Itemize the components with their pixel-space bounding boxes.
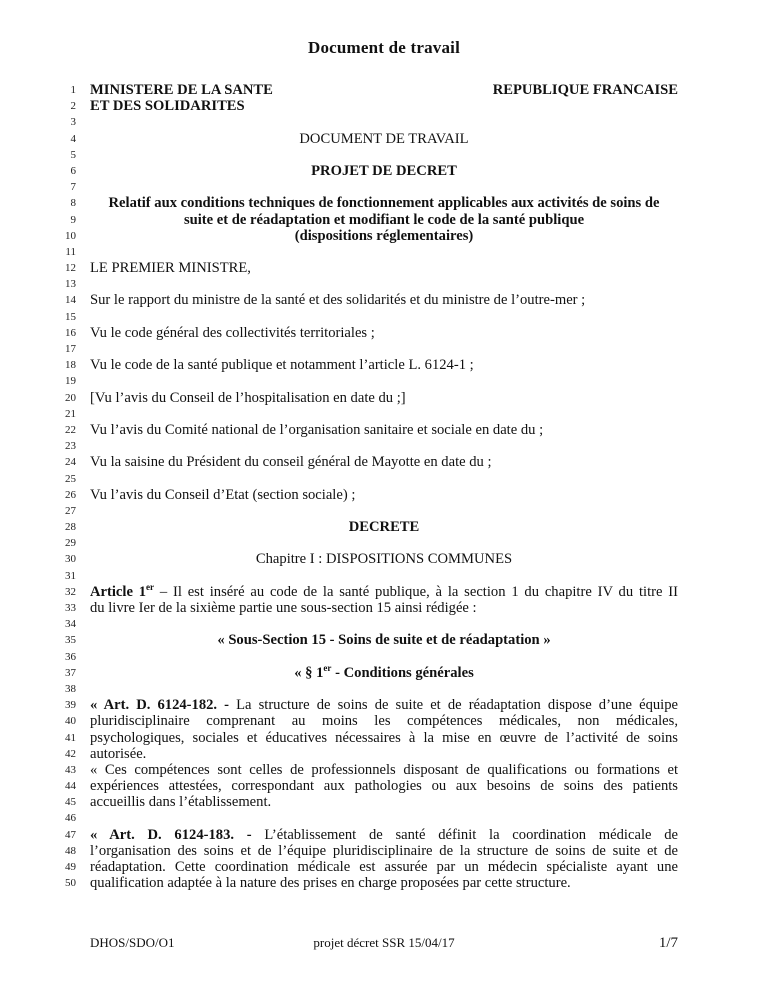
line-text bbox=[90, 292, 678, 308]
line-text bbox=[90, 260, 678, 276]
line-number: 24 bbox=[65, 456, 76, 469]
line-number: 38 bbox=[65, 682, 76, 695]
document-line bbox=[0, 875, 768, 891]
line-text bbox=[90, 875, 678, 891]
line-text bbox=[90, 228, 678, 244]
text-segment: pluridisciplinaire comprenant au moins les compétences médicales, non médicales, bbox=[90, 713, 678, 730]
line-number: 49 bbox=[65, 861, 76, 873]
text-segment: qualification adaptée à la nature des prises en charge proposées par cette structure. bbox=[90, 875, 571, 892]
line-number: 27 bbox=[65, 504, 76, 517]
line-number: 32 bbox=[65, 585, 76, 598]
text-segment: - Conditions générales bbox=[331, 664, 474, 681]
text-segment: er bbox=[146, 581, 155, 592]
document-line bbox=[0, 810, 768, 826]
document-line bbox=[0, 794, 768, 810]
document-line bbox=[0, 649, 768, 665]
line-number: 13 bbox=[65, 278, 76, 291]
line-number: 42 bbox=[65, 747, 76, 760]
line-text bbox=[90, 713, 678, 729]
footer-page-number: 1/7 bbox=[658, 935, 678, 951]
text-segment: (dispositions réglementaires) bbox=[294, 227, 474, 244]
line-number: 17 bbox=[65, 343, 76, 355]
document-line bbox=[0, 82, 768, 98]
document-line bbox=[0, 98, 768, 114]
line-text bbox=[90, 438, 678, 454]
line-number: 21 bbox=[65, 407, 76, 420]
document-line bbox=[0, 260, 768, 276]
line-number: 15 bbox=[65, 310, 76, 323]
line-text bbox=[90, 309, 678, 325]
line-number: 26 bbox=[65, 488, 76, 501]
text-segment: ET DES SOLIDARITES bbox=[90, 98, 245, 115]
line-text bbox=[90, 762, 678, 778]
line-text bbox=[90, 373, 678, 389]
line-number: 20 bbox=[65, 391, 76, 404]
text-segment: « § 1 bbox=[294, 664, 324, 681]
line-text bbox=[90, 551, 678, 567]
text-segment: Vu la saisine du Président du conseil général de Mayotte en date du ; bbox=[90, 454, 492, 471]
line-text bbox=[90, 681, 678, 697]
text-segment: suite et de réadaptation et modifiant le code de la santé publique bbox=[183, 211, 585, 228]
document-line bbox=[0, 535, 768, 551]
text-segment: Vu le code général des collectivités territoriales ; bbox=[90, 324, 375, 341]
line-text bbox=[90, 179, 678, 195]
document-line bbox=[0, 341, 768, 357]
line-number: 12 bbox=[65, 262, 76, 275]
document-line bbox=[0, 859, 768, 875]
line-number: 18 bbox=[65, 359, 76, 372]
text-segment: Article 1 bbox=[90, 583, 147, 600]
document-line bbox=[0, 662, 768, 681]
line-number: 4 bbox=[70, 132, 76, 145]
line-text bbox=[90, 843, 678, 859]
line-number: 50 bbox=[65, 877, 76, 890]
document-line bbox=[0, 487, 768, 503]
line-text bbox=[90, 195, 678, 211]
text-segment: l’organisation des soins et de l’équipe pluridisciplinaire de la structure de soins de suite et de bbox=[90, 842, 678, 859]
document-line bbox=[0, 179, 768, 195]
line-text bbox=[90, 632, 678, 648]
document-line bbox=[0, 746, 768, 762]
line-text bbox=[90, 163, 678, 179]
text-segment: Chapitre I : DISPOSITIONS COMMUNES bbox=[255, 551, 513, 568]
line-text bbox=[90, 406, 678, 422]
line-number: 25 bbox=[65, 472, 76, 485]
line-number: 7 bbox=[70, 181, 76, 194]
line-number: 48 bbox=[65, 844, 76, 857]
line-text bbox=[90, 827, 678, 843]
line-number: 22 bbox=[65, 423, 76, 436]
line-number: 43 bbox=[65, 763, 76, 776]
text-segment: MINISTERE DE LA SANTE bbox=[90, 82, 273, 98]
footer-reference: DHOS/SDO/O1 bbox=[90, 935, 175, 950]
document-line bbox=[0, 228, 768, 244]
line-number: 29 bbox=[65, 537, 76, 550]
document-line bbox=[0, 568, 768, 584]
line-text bbox=[90, 422, 678, 438]
line-text bbox=[90, 859, 678, 875]
document-line bbox=[0, 713, 768, 729]
text-segment: « Art. D. 6124-183. - bbox=[90, 826, 265, 843]
text-segment: La structure de soins de suite et de réadaptation dispose d’une équipe bbox=[236, 697, 678, 714]
document-line bbox=[0, 406, 768, 422]
document-line bbox=[0, 357, 768, 373]
line-text bbox=[90, 390, 678, 406]
text-segment: « Ces compétences sont celles de professionnels disposant de qualifications ou formations et bbox=[90, 761, 678, 778]
document-line bbox=[0, 551, 768, 567]
text-segment: er bbox=[323, 662, 332, 673]
document-line bbox=[0, 503, 768, 519]
line-number: 33 bbox=[65, 602, 76, 614]
document-line bbox=[0, 827, 768, 843]
page-title: Document de travail bbox=[307, 38, 461, 57]
line-number: 8 bbox=[70, 197, 76, 210]
line-text bbox=[90, 357, 678, 373]
document-line bbox=[0, 195, 768, 211]
text-segment: REPUBLIQUE FRANCAISE bbox=[492, 82, 678, 98]
document-line bbox=[0, 843, 768, 859]
line-text bbox=[90, 616, 678, 632]
document-line bbox=[0, 212, 768, 228]
line-number: 36 bbox=[65, 650, 76, 663]
document-line bbox=[0, 325, 768, 341]
document-line bbox=[0, 114, 768, 130]
line-text bbox=[90, 519, 678, 535]
text-segment: PROJET DE DECRET bbox=[311, 162, 457, 179]
text-segment: – Il est inséré au code de la santé publique, à la section 1 du chapitre IV du titre II bbox=[154, 583, 678, 600]
line-text bbox=[90, 794, 678, 810]
document-line bbox=[0, 438, 768, 454]
line-text bbox=[90, 730, 678, 746]
line-number: 19 bbox=[65, 375, 76, 388]
page-footer bbox=[90, 935, 678, 952]
document-line bbox=[0, 762, 768, 778]
text-segment: autorisée. bbox=[90, 745, 147, 762]
line-text bbox=[90, 487, 678, 503]
text-segment: [Vu l’avis du Conseil de l’hospitalisation en date du ;] bbox=[90, 389, 406, 406]
text-segment: L’établissement de santé définit la coordination médicale de bbox=[264, 826, 678, 843]
document-line bbox=[0, 373, 768, 389]
document-line bbox=[0, 163, 768, 179]
text-segment: Vu l’avis du Comité national de l’organisation sanitaire et sociale en date du ; bbox=[90, 421, 544, 438]
line-text bbox=[90, 746, 678, 762]
line-number: 2 bbox=[70, 100, 76, 113]
text-segment: accueillis dans l’établissement. bbox=[90, 794, 272, 811]
text-segment: expériences attestées, correspondant aux pathologies ou aux besoins de soins des patients bbox=[90, 778, 678, 795]
line-text bbox=[90, 649, 678, 665]
document-line bbox=[0, 519, 768, 535]
line-number: 16 bbox=[65, 326, 76, 339]
document-line bbox=[0, 600, 768, 616]
document-line bbox=[0, 244, 768, 260]
text-segment: Vu le code de la santé publique et notamment l’article L. 6124-1 ; bbox=[90, 357, 474, 374]
line-number: 30 bbox=[65, 553, 76, 566]
text-segment: « Art. D. 6124-182. - bbox=[90, 697, 237, 714]
line-number: 31 bbox=[65, 569, 76, 582]
line-number: 23 bbox=[65, 440, 76, 453]
document-line bbox=[0, 581, 768, 600]
line-number: 46 bbox=[65, 812, 76, 825]
line-number: 44 bbox=[65, 780, 76, 793]
line-number: 41 bbox=[65, 731, 76, 744]
line-number: 47 bbox=[65, 828, 76, 841]
text-segment: du livre Ier de la sixième partie une sous-section 15 ainsi rédigée : bbox=[90, 600, 477, 616]
document-line bbox=[0, 730, 768, 746]
document-line bbox=[0, 276, 768, 292]
line-text bbox=[90, 503, 678, 519]
line-text bbox=[90, 244, 678, 260]
line-text bbox=[90, 341, 678, 357]
line-number: 14 bbox=[65, 294, 76, 307]
line-number: 11 bbox=[65, 245, 76, 258]
line-text bbox=[90, 147, 678, 163]
line-number: 35 bbox=[65, 634, 76, 647]
document-lines bbox=[0, 82, 768, 891]
document-line bbox=[0, 131, 768, 147]
line-text bbox=[90, 131, 678, 147]
line-number: 37 bbox=[65, 666, 76, 679]
text-segment: Sur le rapport du ministre de la santé et des solidarités et du ministre de l’outre-mer ; bbox=[90, 292, 586, 309]
document-line bbox=[0, 147, 768, 163]
document-line bbox=[0, 309, 768, 325]
line-text bbox=[90, 600, 678, 616]
document-line bbox=[0, 778, 768, 794]
line-text bbox=[90, 662, 678, 681]
line-text bbox=[90, 114, 678, 130]
line-text bbox=[90, 276, 678, 292]
line-text bbox=[90, 471, 678, 487]
line-text bbox=[90, 778, 678, 794]
document-line bbox=[0, 390, 768, 406]
line-number: 9 bbox=[70, 213, 76, 226]
text-segment: psychologiques, sociales et éducatives nécessaires à la mise en œuvre de l’activité de soins bbox=[90, 729, 678, 746]
line-text bbox=[90, 810, 678, 826]
line-number: 28 bbox=[65, 521, 76, 534]
line-text bbox=[90, 697, 678, 713]
footer-doc-label: projet décret SSR 15/04/17 bbox=[313, 935, 455, 950]
document-line bbox=[0, 422, 768, 438]
line-number: 6 bbox=[70, 164, 76, 177]
line-text bbox=[90, 325, 678, 341]
line-number: 45 bbox=[65, 796, 76, 809]
line-text bbox=[90, 454, 678, 470]
line-number: 3 bbox=[70, 116, 76, 129]
line-text bbox=[90, 581, 678, 600]
line-number: 10 bbox=[65, 229, 76, 242]
text-segment: réadaptation. Cette coordination médicale est assurée par un médecin spécialiste ayant une bbox=[90, 859, 678, 875]
line-number: 5 bbox=[70, 148, 76, 161]
text-segment: Vu l’avis du Conseil d’Etat (section sociale) ; bbox=[90, 486, 356, 503]
line-text bbox=[90, 82, 678, 98]
line-number: 1 bbox=[70, 84, 76, 96]
document-line bbox=[0, 697, 768, 713]
document-line bbox=[0, 681, 768, 697]
line-number: 39 bbox=[65, 699, 76, 712]
line-text bbox=[90, 568, 678, 584]
text-segment: Relatif aux conditions techniques de fonctionnement applicables aux activités de soins de bbox=[108, 195, 660, 212]
document-line bbox=[0, 616, 768, 632]
line-number: 40 bbox=[65, 715, 76, 728]
text-segment: « Sous-Section 15 - Soins de suite et de réadaptation » bbox=[217, 632, 551, 649]
line-number: 34 bbox=[65, 618, 76, 631]
document-line bbox=[0, 292, 768, 308]
document-line bbox=[0, 632, 768, 648]
document-line bbox=[0, 454, 768, 470]
line-text bbox=[90, 535, 678, 551]
line-text bbox=[90, 98, 678, 114]
line-text bbox=[90, 212, 678, 228]
text-segment: LE PREMIER MINISTRE, bbox=[90, 260, 251, 277]
text-segment: DECRETE bbox=[348, 519, 420, 536]
document-line bbox=[0, 471, 768, 487]
text-segment: DOCUMENT DE TRAVAIL bbox=[299, 130, 469, 147]
